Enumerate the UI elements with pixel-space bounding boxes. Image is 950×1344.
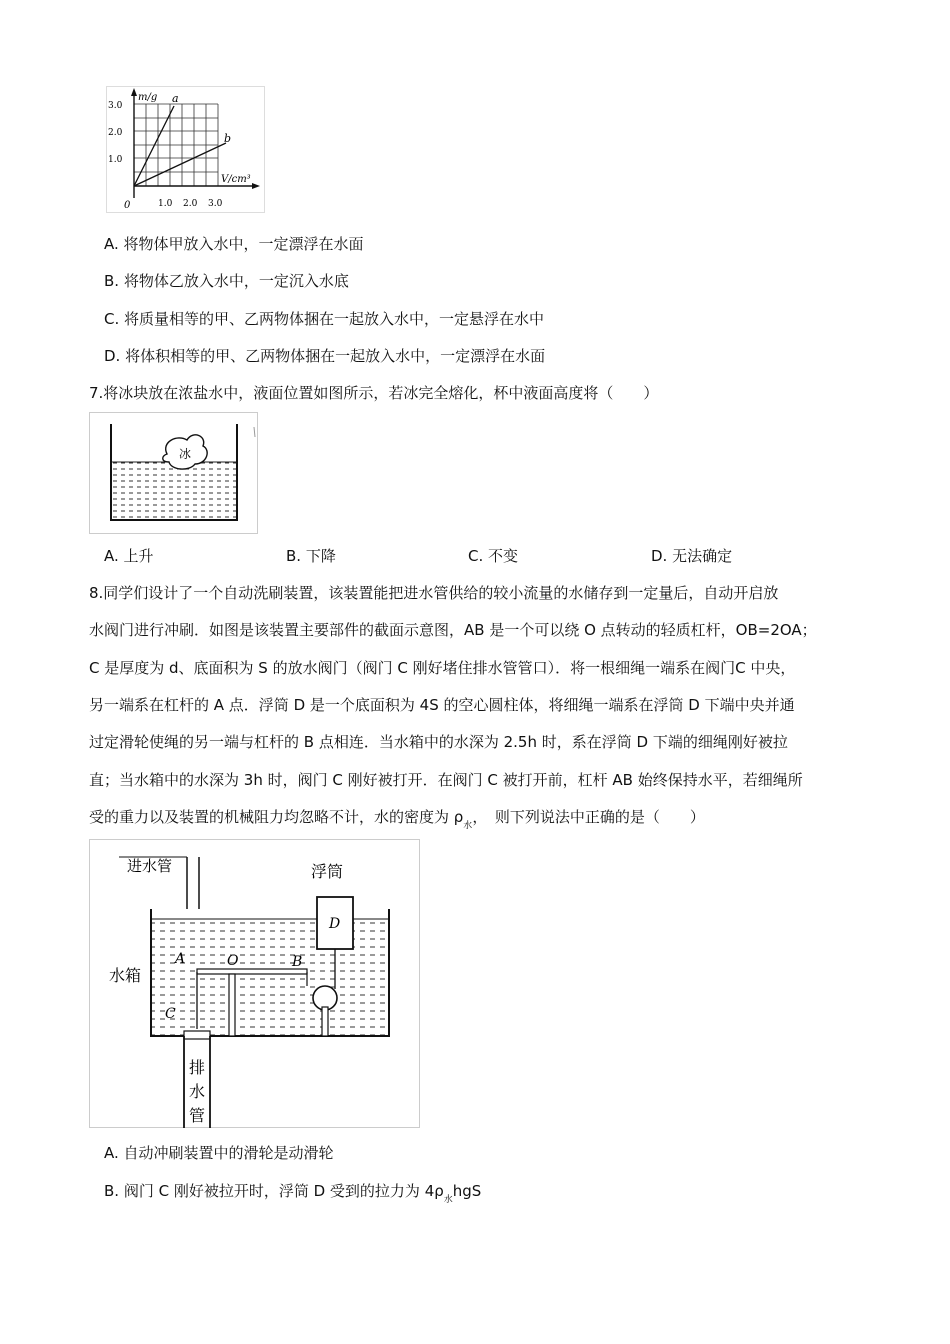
q6-option-b: B. 将物体乙放入水中，一定沉入水底 bbox=[104, 272, 349, 290]
y-tick-3: 3.0 bbox=[108, 101, 123, 111]
q7-option-d: D. 无法确定 bbox=[651, 547, 733, 565]
x-tick-3: 3.0 bbox=[208, 199, 223, 209]
line-b-label: b bbox=[224, 132, 232, 145]
q8-line-4: 另一端系在杠杆的 A 点．浮筒 D 是一个底面积为 4S 的空心圆柱体，将细绳一端系在浮筒 D 下端中央并通 bbox=[89, 696, 795, 714]
float-d-label: D bbox=[329, 916, 341, 932]
q8-line-7-post: ， 则下列说法中正确的是（ ） bbox=[472, 808, 705, 826]
q8-line-6: 直；当水箱中的水深为 3h 时，阀门 C 刚好被打开．在阀门 C 被打开前，杠杆 AB 始终保持水平，若细绳所 bbox=[89, 771, 803, 789]
float-label: 浮筒 bbox=[311, 862, 344, 881]
drain-label-3: 管 bbox=[189, 1106, 206, 1125]
q8-option-b bbox=[104, 1181, 481, 1204]
origin-label: 0 bbox=[124, 200, 131, 211]
y-tick-2: 2.0 bbox=[108, 128, 123, 138]
label-c: C bbox=[165, 1006, 176, 1022]
q7-stem: 7.将冰块放在浓盐水中，液面位置如图所示，若冰完全熔化，杯中液面高度将（ ） bbox=[89, 384, 659, 402]
y-tick-1: 1.0 bbox=[108, 155, 123, 165]
label-b: B bbox=[292, 954, 303, 970]
q8-option-a: A. 自动冲刷装置中的滑轮是动滑轮 bbox=[104, 1144, 334, 1162]
tank-label: 水箱 bbox=[109, 966, 142, 985]
q7-option-c: C. 不变 bbox=[468, 547, 519, 565]
q8-option-b-post: hgS bbox=[452, 1182, 482, 1200]
inlet-pipe-label: 进水管 bbox=[127, 857, 173, 875]
q8-option-b-pre: B. 阀门 C 刚好被拉开时，浮筒 D 受到的拉力为 4ρ bbox=[104, 1182, 444, 1200]
q8-line-3: C 是厚度为 d、底面积为 S 的放水阀门（阀门 C 刚好堵住排水管管口）．将一根细绳一端系在阀门C 中央， bbox=[89, 659, 796, 677]
q6-option-d: D. 将体积相等的甲、乙两物体捆在一起放入水中，一定漂浮在水面 bbox=[104, 347, 546, 365]
x-tick-1: 1.0 bbox=[158, 199, 173, 209]
auto-flush-device-figure bbox=[89, 839, 421, 1129]
ice-label: 冰 bbox=[179, 447, 192, 461]
q6-option-a: A. 将物体甲放入水中，一定漂浮在水面 bbox=[104, 235, 364, 253]
mass-volume-graph bbox=[106, 86, 266, 214]
q8-line-2: 水阀门进行冲刷．如图是该装置主要部件的截面示意图，AB 是一个可以绕 O 点转动的轻质杠杆，OB=2OA； bbox=[89, 621, 817, 639]
q8-line-7-sub: 水 bbox=[463, 821, 473, 831]
label-a: A bbox=[175, 951, 186, 967]
label-o: O bbox=[227, 953, 239, 969]
q6-option-c: C. 将质量相等的甲、乙两物体捆在一起放入水中，一定悬浮在水中 bbox=[104, 310, 545, 328]
q7-option-b: B. 下降 bbox=[286, 547, 336, 565]
q8-option-b-sub: 水 bbox=[443, 1195, 453, 1205]
q8-line-7 bbox=[89, 807, 705, 830]
q8-line-5: 过定滑轮使绳的另一端与杠杆的 B 点相连．当水箱中的水深为 2.5h 时，系在浮筒 D 下端的细绳刚好被拉 bbox=[89, 733, 788, 751]
drain-label-2: 水 bbox=[189, 1082, 206, 1101]
line-a-label: a bbox=[172, 92, 179, 105]
x-tick-2: 2.0 bbox=[183, 199, 198, 209]
q8-line-1: 8.同学们设计了一个自动洗刷装置，该装置能把进水管供给的较小流量的水储存到一定量后，自动开启放 bbox=[89, 584, 779, 602]
x-axis-label: V/cm³ bbox=[221, 174, 251, 185]
q8-line-7-pre: 受的重力以及装置的机械阻力均忽略不计，水的密度为 ρ bbox=[89, 808, 464, 826]
q7-option-a: A. 上升 bbox=[104, 547, 154, 565]
drain-label-1: 排 bbox=[189, 1058, 206, 1077]
y-axis-label: m/g bbox=[138, 92, 158, 103]
ice-in-brine-figure bbox=[89, 412, 259, 534]
